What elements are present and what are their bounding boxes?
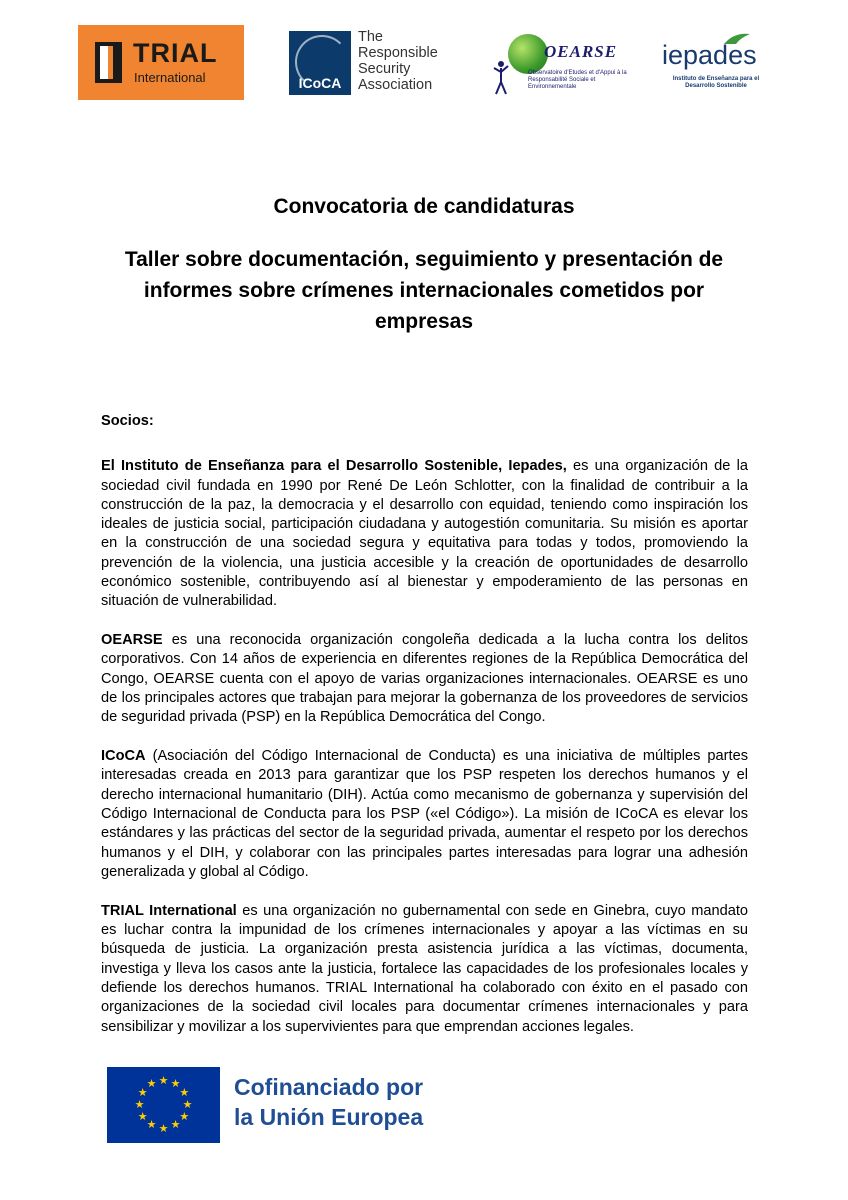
partner-name: ICoCA	[101, 748, 146, 765]
partner-description: es una organización no gubernamental con sede en Ginebra, cuyo mandato es luchar contra la impunidad de los crímenes internacionales y apoyar a las víctimas en su búsqueda de justicia. La organización presta asistencia jurídica a las víctimas, documenta, investiga y lleva los casos ante la justicia, fortalece las capacidades de los profesionales locales y defiende los derechos humanos. TRIAL International ha colaborado con éxito en el pasado con organizaciones de la sociedad civil locales para documentar crímenes internacionales y para sensibilizar y movilizar a los supervivientes para que emprendan acciones legales.	[101, 902, 749, 1035]
icoca-logo-text	[358, 29, 438, 93]
eu-flag-icon	[107, 1067, 220, 1143]
oearse-logo-sub: Observatoire d'Etudes et d'Appui à la Responsabilité Sociale et Environnementale	[528, 70, 627, 90]
partner-description: (Asociación del Código Internacional de Conducta) es una iniciativa de múltiples partes interesadas creada en 2013 para garantizar que los PSP respeten los derechos humanos y el derecho internacional humanitario (DIH). Actúa como mecanismo de gobernanza y supervisión del Código Internacional de Conducta para los PSP («el Código»). La misión de ICoCA es elevar los estándares y las prácticas del sector de la seguridad privada, aumentar el respeto por los derechos humanos y el DIH, y colaborar con las principales partes interesadas para lograr una adhesión generalizada y global al Código.	[101, 748, 748, 880]
eu-funding-label	[234, 1072, 423, 1132]
door-icon	[95, 42, 122, 83]
star-icon: ★	[179, 1086, 190, 1099]
icoca-logo-label: ICoCA	[298, 75, 342, 91]
iepades-logo-sub: Instituto de Enseñanza para el Desarrollo Sostenible	[672, 76, 760, 89]
partner-description: es una reconocida organización congoleña dedicada a la lucha contra los delitos corporativos. Con 14 años de experiencia en diferentes regiones de la República Democrática del Congo, OEARSE cuenta con el apoyo de varias organizaciones internacionales. OEARSE es uno de los principales actores que trabajan para mejorar la gobernanza de los proveedores de servicios de seguridad privada (PSP) en la República Democrática del Congo.	[101, 632, 748, 726]
person-icon	[492, 60, 510, 96]
star-icon: ★	[170, 1077, 181, 1090]
document-body	[101, 412, 748, 1056]
trial-logo-name: TRIAL	[133, 38, 218, 68]
star-icon: ★	[182, 1098, 193, 1111]
partner-paragraph-oearse	[101, 631, 748, 727]
partner-name: TRIAL International	[101, 902, 237, 919]
socios-heading: Socios:	[101, 413, 154, 429]
icoca-logo-line: Responsible	[358, 45, 438, 61]
star-icon: ★	[158, 1074, 169, 1087]
partner-paragraph-trial	[101, 902, 748, 1037]
star-icon: ★	[146, 1077, 157, 1090]
trial-logo-sub: International	[134, 70, 206, 85]
page-title: Convocatoria de candidaturas	[273, 195, 575, 218]
partner-name: El Instituto de Enseñanza para el Desarrollo Sostenible, Iepades,	[101, 458, 567, 475]
trial-international-logo	[78, 25, 244, 100]
partner-logos	[0, 0, 848, 120]
star-icon: ★	[170, 1119, 181, 1132]
partner-paragraph-icoca	[101, 747, 748, 882]
oearse-logo	[488, 30, 638, 100]
icoca-logo-line: The	[358, 29, 383, 45]
icoca-logo-line: Association	[358, 77, 433, 93]
partner-description: es una organización de la sociedad civil fundada en 1990 por René De León Schlotter, con la finalidad de contribuir a la construcción de la paz, la democracia y el desarrollo con equidad, teniendo como inspiración los ideales de justicia social, participación ciudadana y autogestión comunitaria. Su misión es aportar en la construcción de una sociedad segura y equitativa para todas y todos, promoviendo la prevención de la violencia, una justicia accesible y la creación de oportunidades de desarrollo económico sostenible, contribuyendo así al bienestar y empoderamiento de las personas en situación de vulnerabilidad.	[101, 458, 748, 610]
icoca-logo-line: Security	[358, 61, 411, 77]
oearse-logo-name: OEARSE	[544, 42, 618, 61]
iepades-logo-name: iepades	[662, 40, 757, 70]
icoca-logo-mark	[289, 31, 351, 95]
star-icon: ★	[179, 1110, 190, 1123]
globe-icon	[508, 34, 548, 74]
star-icon: ★	[137, 1086, 148, 1099]
eu-funding-line: Cofinanciado por	[234, 1074, 424, 1100]
eu-funding-line: la Unión Europea	[234, 1104, 424, 1130]
star-icon: ★	[137, 1110, 148, 1123]
star-icon: ★	[146, 1119, 157, 1132]
star-icon: ★	[158, 1122, 169, 1135]
partner-name: OEARSE	[101, 632, 163, 649]
page-subtitle: Taller sobre documentación, seguimiento y presentación de informes sobre crímenes internacionales cometidos por empresas	[124, 248, 724, 333]
star-icon: ★	[134, 1098, 145, 1111]
partner-paragraph-iepades	[101, 457, 748, 611]
iepades-logo	[662, 30, 762, 90]
